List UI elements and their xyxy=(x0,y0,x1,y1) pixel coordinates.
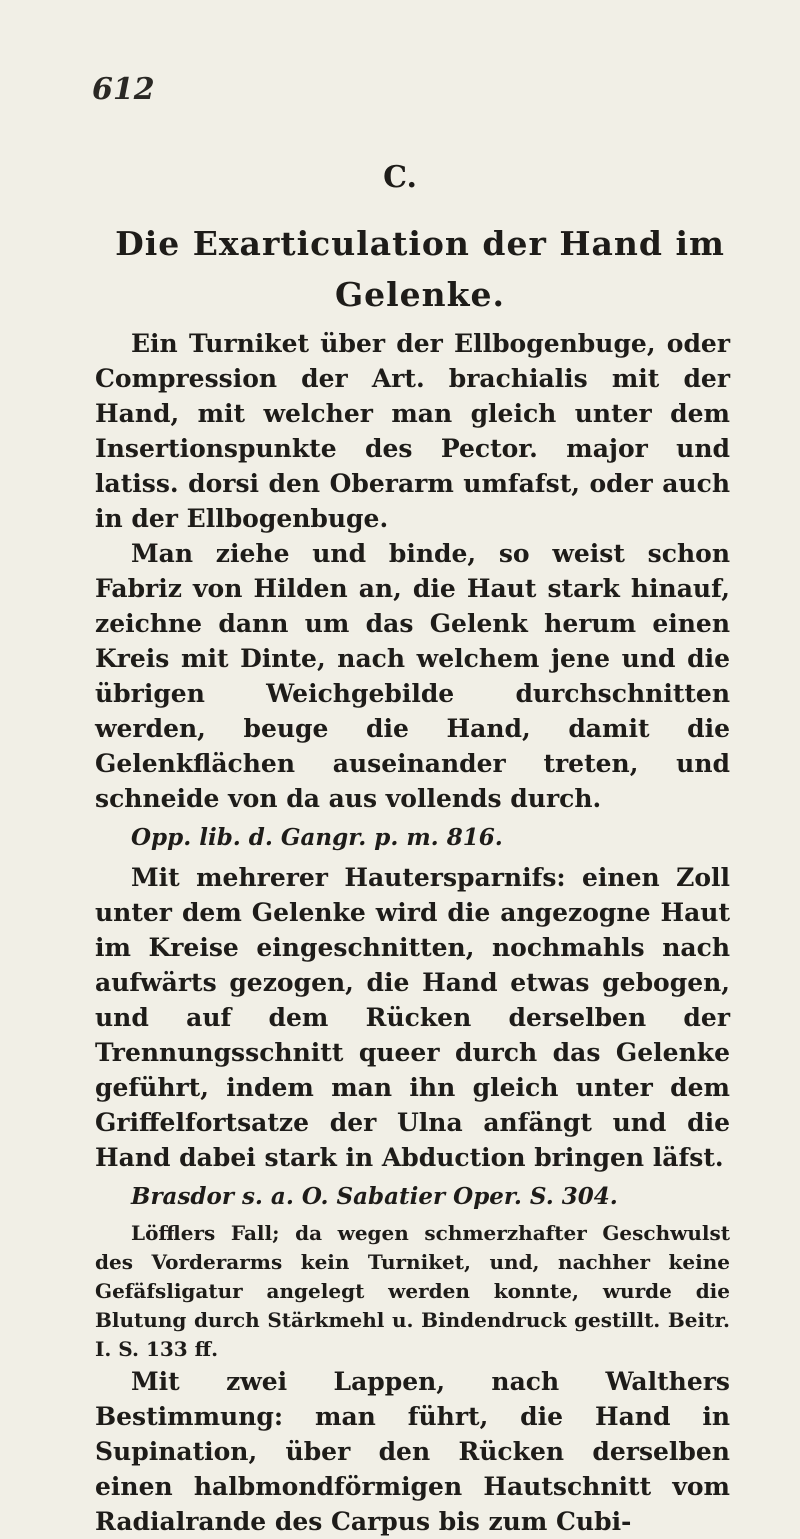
paragraph-fabriz: Man ziehe und binde, so weist schon Fabriz von Hilden an, die Haut stark hinauf, zeichne dann um das Gelenk herum einen Kreis mit Dinte, nach welchem jene und die übrigen Weichgebilde durchschnitten werden, beuge die Hand, damit die Gelenkflächen auseinander treten, und schneide von da aus vollends durch. xyxy=(95,539,730,813)
page-number: 612 xyxy=(92,72,155,107)
reference-fabriz: Opp. lib. d. Gangr. p. m. 816. xyxy=(131,824,503,851)
reference-brasdor: Brasdor s. a. O. Sabatier Oper. S. 304. xyxy=(131,1183,618,1210)
main-text xyxy=(95,326,730,1539)
note-loeffler: Löfflers Fall; da wegen schmerzhafter Geschwulst des Vorderarms kein Turniket, und, nachher keine Gefäfsligatur angelegt werden konnte, wurde die Blutung durch Stärkmehl u. Bindendruck gestillt. Beitr. I. S. 133 ff. xyxy=(95,1221,730,1361)
paragraph-two-flaps: Mit zwei Lappen, nach Walthers Bestimmung: man führt, die Hand in Supination, über den Rücken derselben einen halbmondförmigen Hautschnitt vom Radialrande des Carpus bis zum Cubi- xyxy=(95,1367,730,1536)
section-title: Die Exarticulation der Hand im Gelenke. xyxy=(115,224,725,314)
paragraph-tourniquet: Ein Turniket über der Ellbogenbuge, oder Compression der Art. brachialis mit der Hand, mit welcher man gleich unter dem Insertionspunkte des Pector. major und latiss. dorsi den Oberarm umfafst, oder auch in der Ellbogenbuge. xyxy=(95,329,730,533)
section-letter: C. xyxy=(383,160,417,195)
paragraph-hautersparnis: Mit mehrerer Hautersparnifs: einen Zoll unter dem Gelenke wird die angezogne Haut im Kreise eingeschnitten, nochmahls nach aufwärts gezogen, die Hand etwas gebogen, und auf dem Rücken derselben der Trennungsschnitt queer durch das Gelenke geführt, indem man ihn gleich unter dem Griffelfortsatze der Ulna anfängt und die Hand dabei stark in Abduction bringen läfst. xyxy=(95,863,730,1172)
